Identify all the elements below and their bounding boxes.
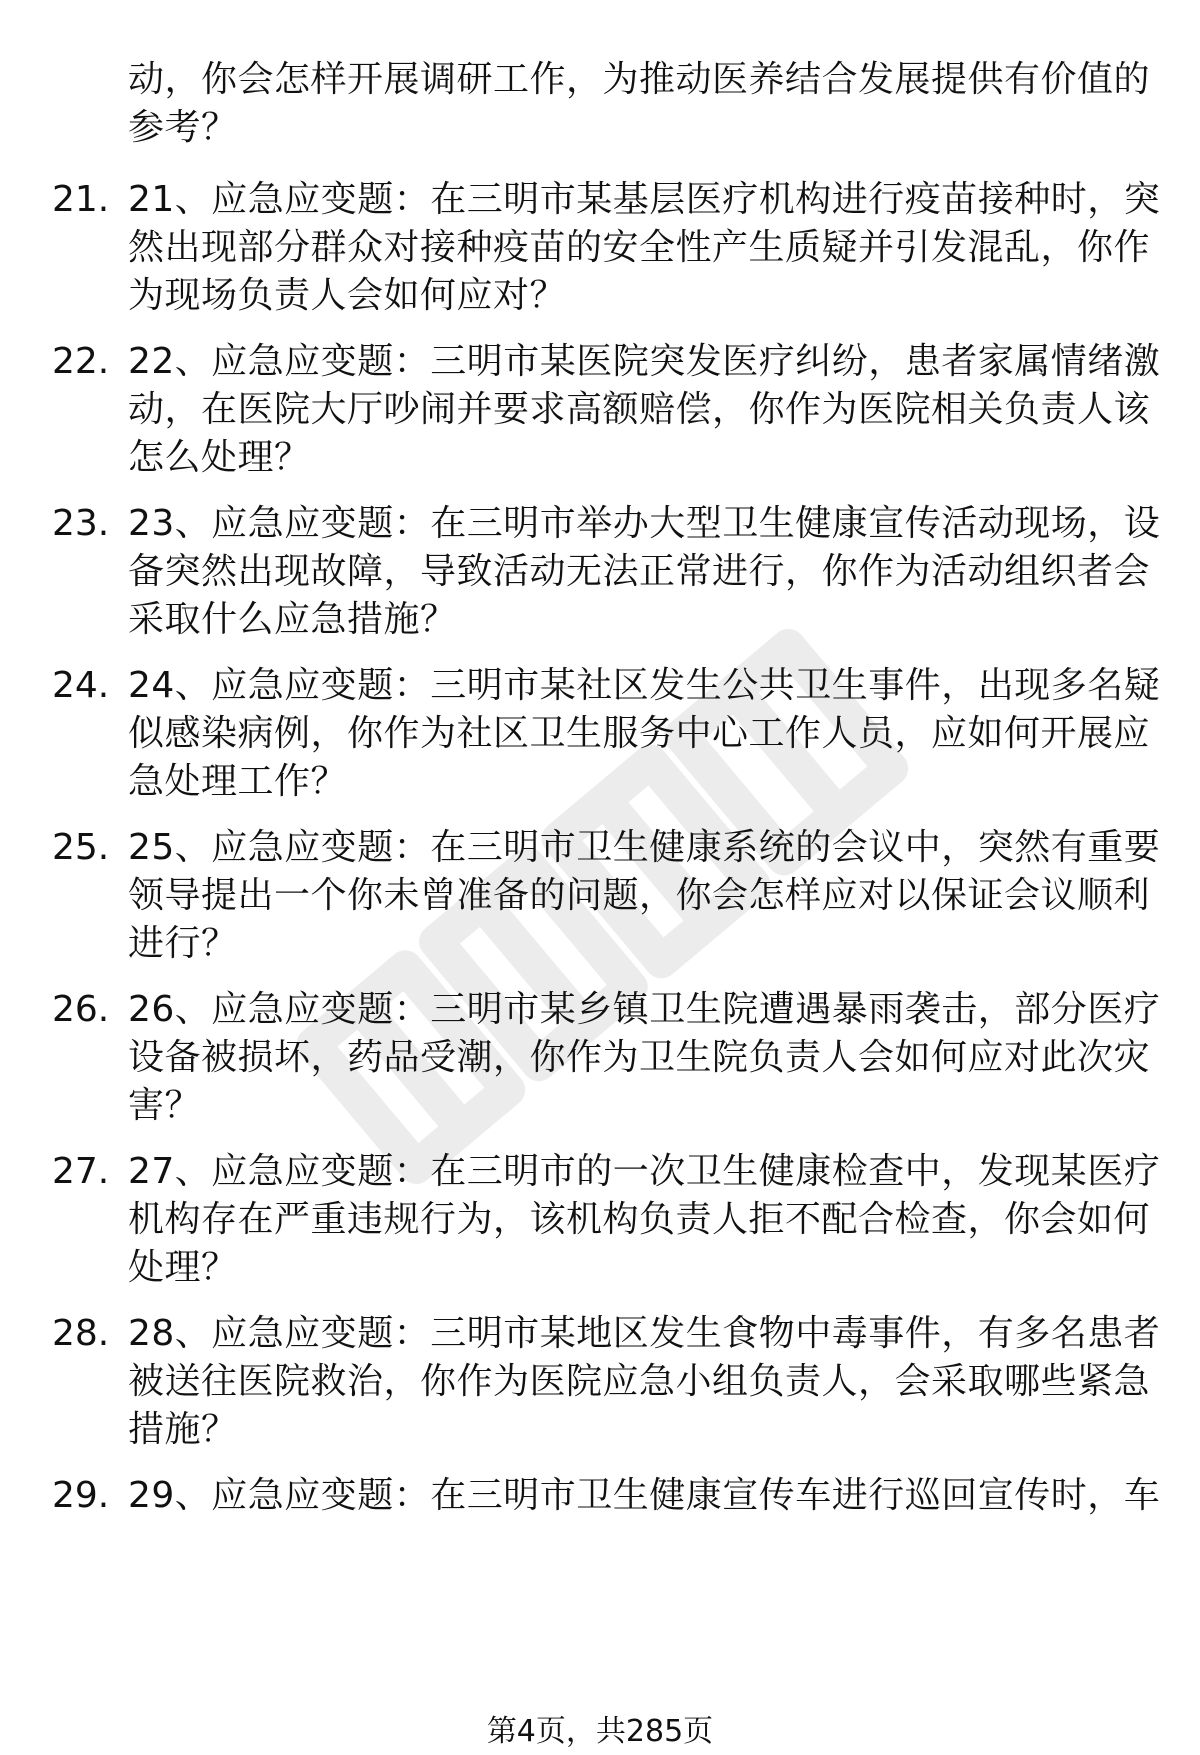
question-line: 被送往医院救治，你作为医院应急小组负责人，会采取哪些紧急	[128, 1361, 1151, 1402]
question-number: 26.	[52, 989, 110, 1030]
question-line: 动，在医院大厅吵闹并要求高额赔偿，你作为医院相关负责人该	[128, 389, 1151, 430]
question-line: 29、应急应变题：在三明市卫生健康宣传车进行巡回宣传时，车	[128, 1475, 1161, 1516]
question-text	[128, 338, 1161, 482]
question-line: 备突然出现故障，导致活动无法正常进行，你作为活动组织者会	[128, 551, 1151, 592]
question-line: 然出现部分群众对接种疫苗的安全性产生质疑并引发混乱，你作	[128, 227, 1151, 268]
question-text	[128, 1310, 1161, 1454]
question-text	[128, 824, 1161, 968]
question-line: 23、应急应变题：在三明市举办大型卫生健康宣传活动现场，设	[128, 503, 1161, 544]
question-number: 22.	[52, 341, 110, 382]
question-text	[128, 1148, 1161, 1292]
question-line: 措施？	[128, 1409, 238, 1450]
question-line: 26、应急应变题：三明市某乡镇卫生院遭遇暴雨袭击，部分医疗	[128, 989, 1161, 1030]
question-number: 29.	[52, 1475, 110, 1516]
question-number: 23.	[52, 503, 110, 544]
continuation-line: 动，你会怎样开展调研工作，为推动医养结合发展提供有价值的	[128, 59, 1151, 100]
question-number: 21.	[52, 179, 110, 220]
question-line: 设备被损坏，药品受潮，你作为卫生院负责人会如何应对此次灾	[128, 1037, 1151, 1078]
question-line: 24、应急应变题：三明市某社区发生公共卫生事件，出现多名疑	[128, 665, 1161, 706]
question-text	[128, 662, 1161, 806]
question-line: 似感染病例，你作为社区卫生服务中心工作人员，应如何开展应	[128, 713, 1151, 754]
question-text	[128, 1472, 1161, 1520]
question-line: 21、应急应变题：在三明市某基层医疗机构进行疫苗接种时，突	[128, 179, 1161, 220]
page-footer: 第4页，共285页	[486, 1714, 714, 1749]
question-number: 25.	[52, 827, 110, 868]
question-line: 22、应急应变题：三明市某医院突发医疗纠纷，患者家属情绪激	[128, 341, 1161, 382]
continuation-line: 参考？	[128, 107, 238, 148]
question-text	[128, 500, 1161, 644]
question-line: 机构存在严重违规行为，该机构负责人拒不配合检查，你会如何	[128, 1199, 1151, 1240]
question-number: 24.	[52, 665, 110, 706]
question-line: 害？	[128, 1085, 202, 1126]
question-line: 处理？	[128, 1247, 238, 1288]
question-line: 为现场负责人会如何应对？	[128, 275, 567, 316]
question-text	[128, 986, 1161, 1130]
question-line: 怎么处理？	[128, 437, 311, 478]
question-line: 25、应急应变题：在三明市卫生健康系统的会议中，突然有重要	[128, 827, 1161, 868]
question-line: 领导提出一个你未曾准备的问题，你会怎样应对以保证会议顺利	[128, 875, 1151, 916]
question-line: 27、应急应变题：在三明市的一次卫生健康检查中，发现某医疗	[128, 1151, 1161, 1192]
question-text	[128, 176, 1161, 320]
question-line: 急处理工作？	[128, 761, 348, 802]
question-line: 进行？	[128, 923, 238, 964]
question-line: 采取什么应急措施？	[128, 599, 457, 640]
question-line: 28、应急应变题：三明市某地区发生食物中毒事件，有多名患者	[128, 1313, 1161, 1354]
question-number: 27.	[52, 1151, 110, 1192]
question-number: 28.	[52, 1313, 110, 1354]
